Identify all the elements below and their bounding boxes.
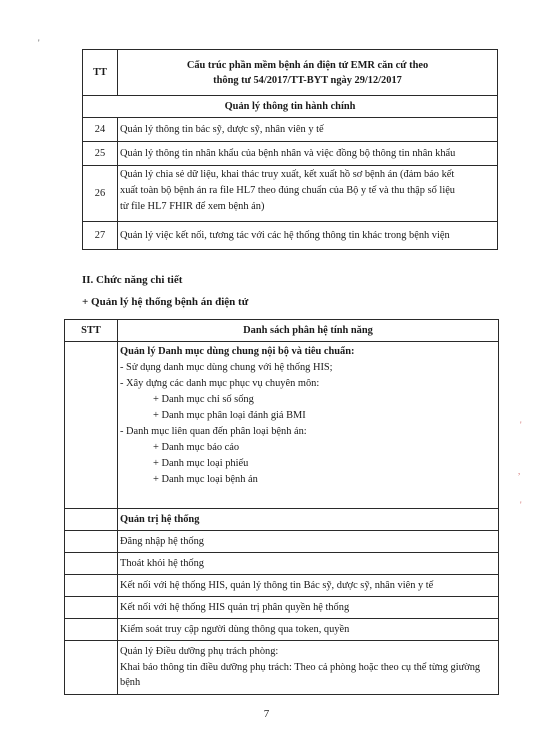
catalog-block <box>118 342 499 509</box>
table-row <box>65 597 499 619</box>
row-text-line: xuất toàn bộ bệnh án ra file HL7 theo đúng chuẩn của Bộ y tế và thu thập số liệu <box>120 185 456 196</box>
nursing-text: Khai báo thông tin điều dưỡng phụ trách: Theo cả phòng hoặc theo cụ thể từng giường bệnh <box>120 662 481 688</box>
section-title: Quản lý thông tin hành chính <box>83 96 498 118</box>
margin-mark: ' <box>520 420 522 430</box>
margin-mark: ' <box>520 500 522 510</box>
catalog-subitem: + Danh mục loại bệnh án <box>153 474 258 485</box>
header-tt: TT <box>83 50 118 96</box>
table-header-row <box>65 320 499 342</box>
row-number: 24 <box>83 118 118 142</box>
table-row <box>65 342 499 509</box>
row-text-line: Quản lý chia sẻ dữ liệu, khai thác truy xuất, kết xuất hồ sơ bệnh án (đảm bảo kết <box>120 169 455 180</box>
subsection-heading: + Quản lý hệ thống bệnh án điện tử <box>82 296 249 308</box>
margin-mark: , <box>518 466 521 476</box>
header-title <box>118 50 498 96</box>
row-number: 25 <box>83 142 118 166</box>
feature-text: Kết nối với hệ thống HIS, quản lý thông tin Bác sỹ, dược sỹ, nhân viên y tế <box>118 575 499 597</box>
feature-text: Đăng nhập hệ thống <box>118 531 499 553</box>
row-number <box>65 641 118 695</box>
table-row <box>65 531 499 553</box>
table-header-row <box>83 50 498 96</box>
row-number <box>65 575 118 597</box>
table-row <box>65 641 499 695</box>
table-row <box>83 166 498 222</box>
catalog-line: - Danh mục liên quan đến phân loại bệnh án: <box>120 426 307 437</box>
emr-structure-table <box>82 49 498 250</box>
row-text-line: từ file HL7 FHIR để xem bệnh án) <box>120 201 265 212</box>
table-row <box>65 553 499 575</box>
table-row <box>83 142 498 166</box>
catalog-subitem: + Danh mục loại phiếu <box>153 458 249 469</box>
header-feature-list: Danh sách phân hệ tính năng <box>118 320 499 342</box>
row-text: Quản lý thông tin nhân khẩu của bệnh nhân và việc đồng bộ thông tin nhân khẩu <box>118 142 498 166</box>
row-text: Quản lý việc kết nối, tương tác với các hệ thống thông tin khác trong bệnh viện <box>118 222 498 250</box>
catalog-line: - Xây dựng các danh mục phục vụ chuyên môn: <box>120 378 320 389</box>
row-number: 27 <box>83 222 118 250</box>
table-row <box>65 619 499 641</box>
row-number <box>65 509 118 531</box>
scan-speck: ' <box>38 38 40 48</box>
row-text: Quản lý thông tin bác sỹ, dược sỹ, nhân viên y tế <box>118 118 498 142</box>
catalog-line: - Sử dụng danh mục dùng chung với hệ thống HIS; <box>120 362 333 373</box>
admin-title: Quản trị hệ thống <box>118 509 499 531</box>
row-number <box>65 531 118 553</box>
header-stt: STT <box>65 320 118 342</box>
feature-text: Kiểm soát truy cập người dùng thông qua token, quyền <box>118 619 499 641</box>
table-row <box>83 118 498 142</box>
section-row <box>83 96 498 118</box>
table-row <box>65 509 499 531</box>
feature-text: Kết nối với hệ thống HIS quản trị phân quyền hệ thống <box>118 597 499 619</box>
row-number <box>65 619 118 641</box>
page-number: 7 <box>263 708 270 720</box>
feature-text: Thoát khỏi hệ thống <box>118 553 499 575</box>
row-number <box>65 342 118 509</box>
catalog-subitem: + Danh mục báo cáo <box>153 442 240 453</box>
row-text <box>118 166 498 222</box>
row-number <box>65 597 118 619</box>
nursing-title: Quản lý Điều dưỡng phụ trách phòng: <box>120 646 279 657</box>
header-title-line2: thông tư 54/2017/TT-BYT ngày 29/12/2017 <box>213 74 402 86</box>
table-row <box>65 575 499 597</box>
row-number: 26 <box>83 166 118 222</box>
catalog-subitem: + Danh mục chỉ số sống <box>153 394 254 405</box>
nursing-block <box>118 641 499 695</box>
catalog-subitem: + Danh mục phân loại đánh giá BMI <box>153 410 306 421</box>
feature-list-table <box>64 319 499 695</box>
header-title-line1: Cấu trúc phần mềm bệnh án điện tử EMR căn cứ theo <box>186 59 429 71</box>
section-heading: II. Chức năng chi tiết <box>82 274 183 286</box>
catalog-title: Quản lý Danh mục dùng chung nội bộ và tiêu chuẩn: <box>120 346 355 357</box>
row-number <box>65 553 118 575</box>
table-row <box>83 222 498 250</box>
